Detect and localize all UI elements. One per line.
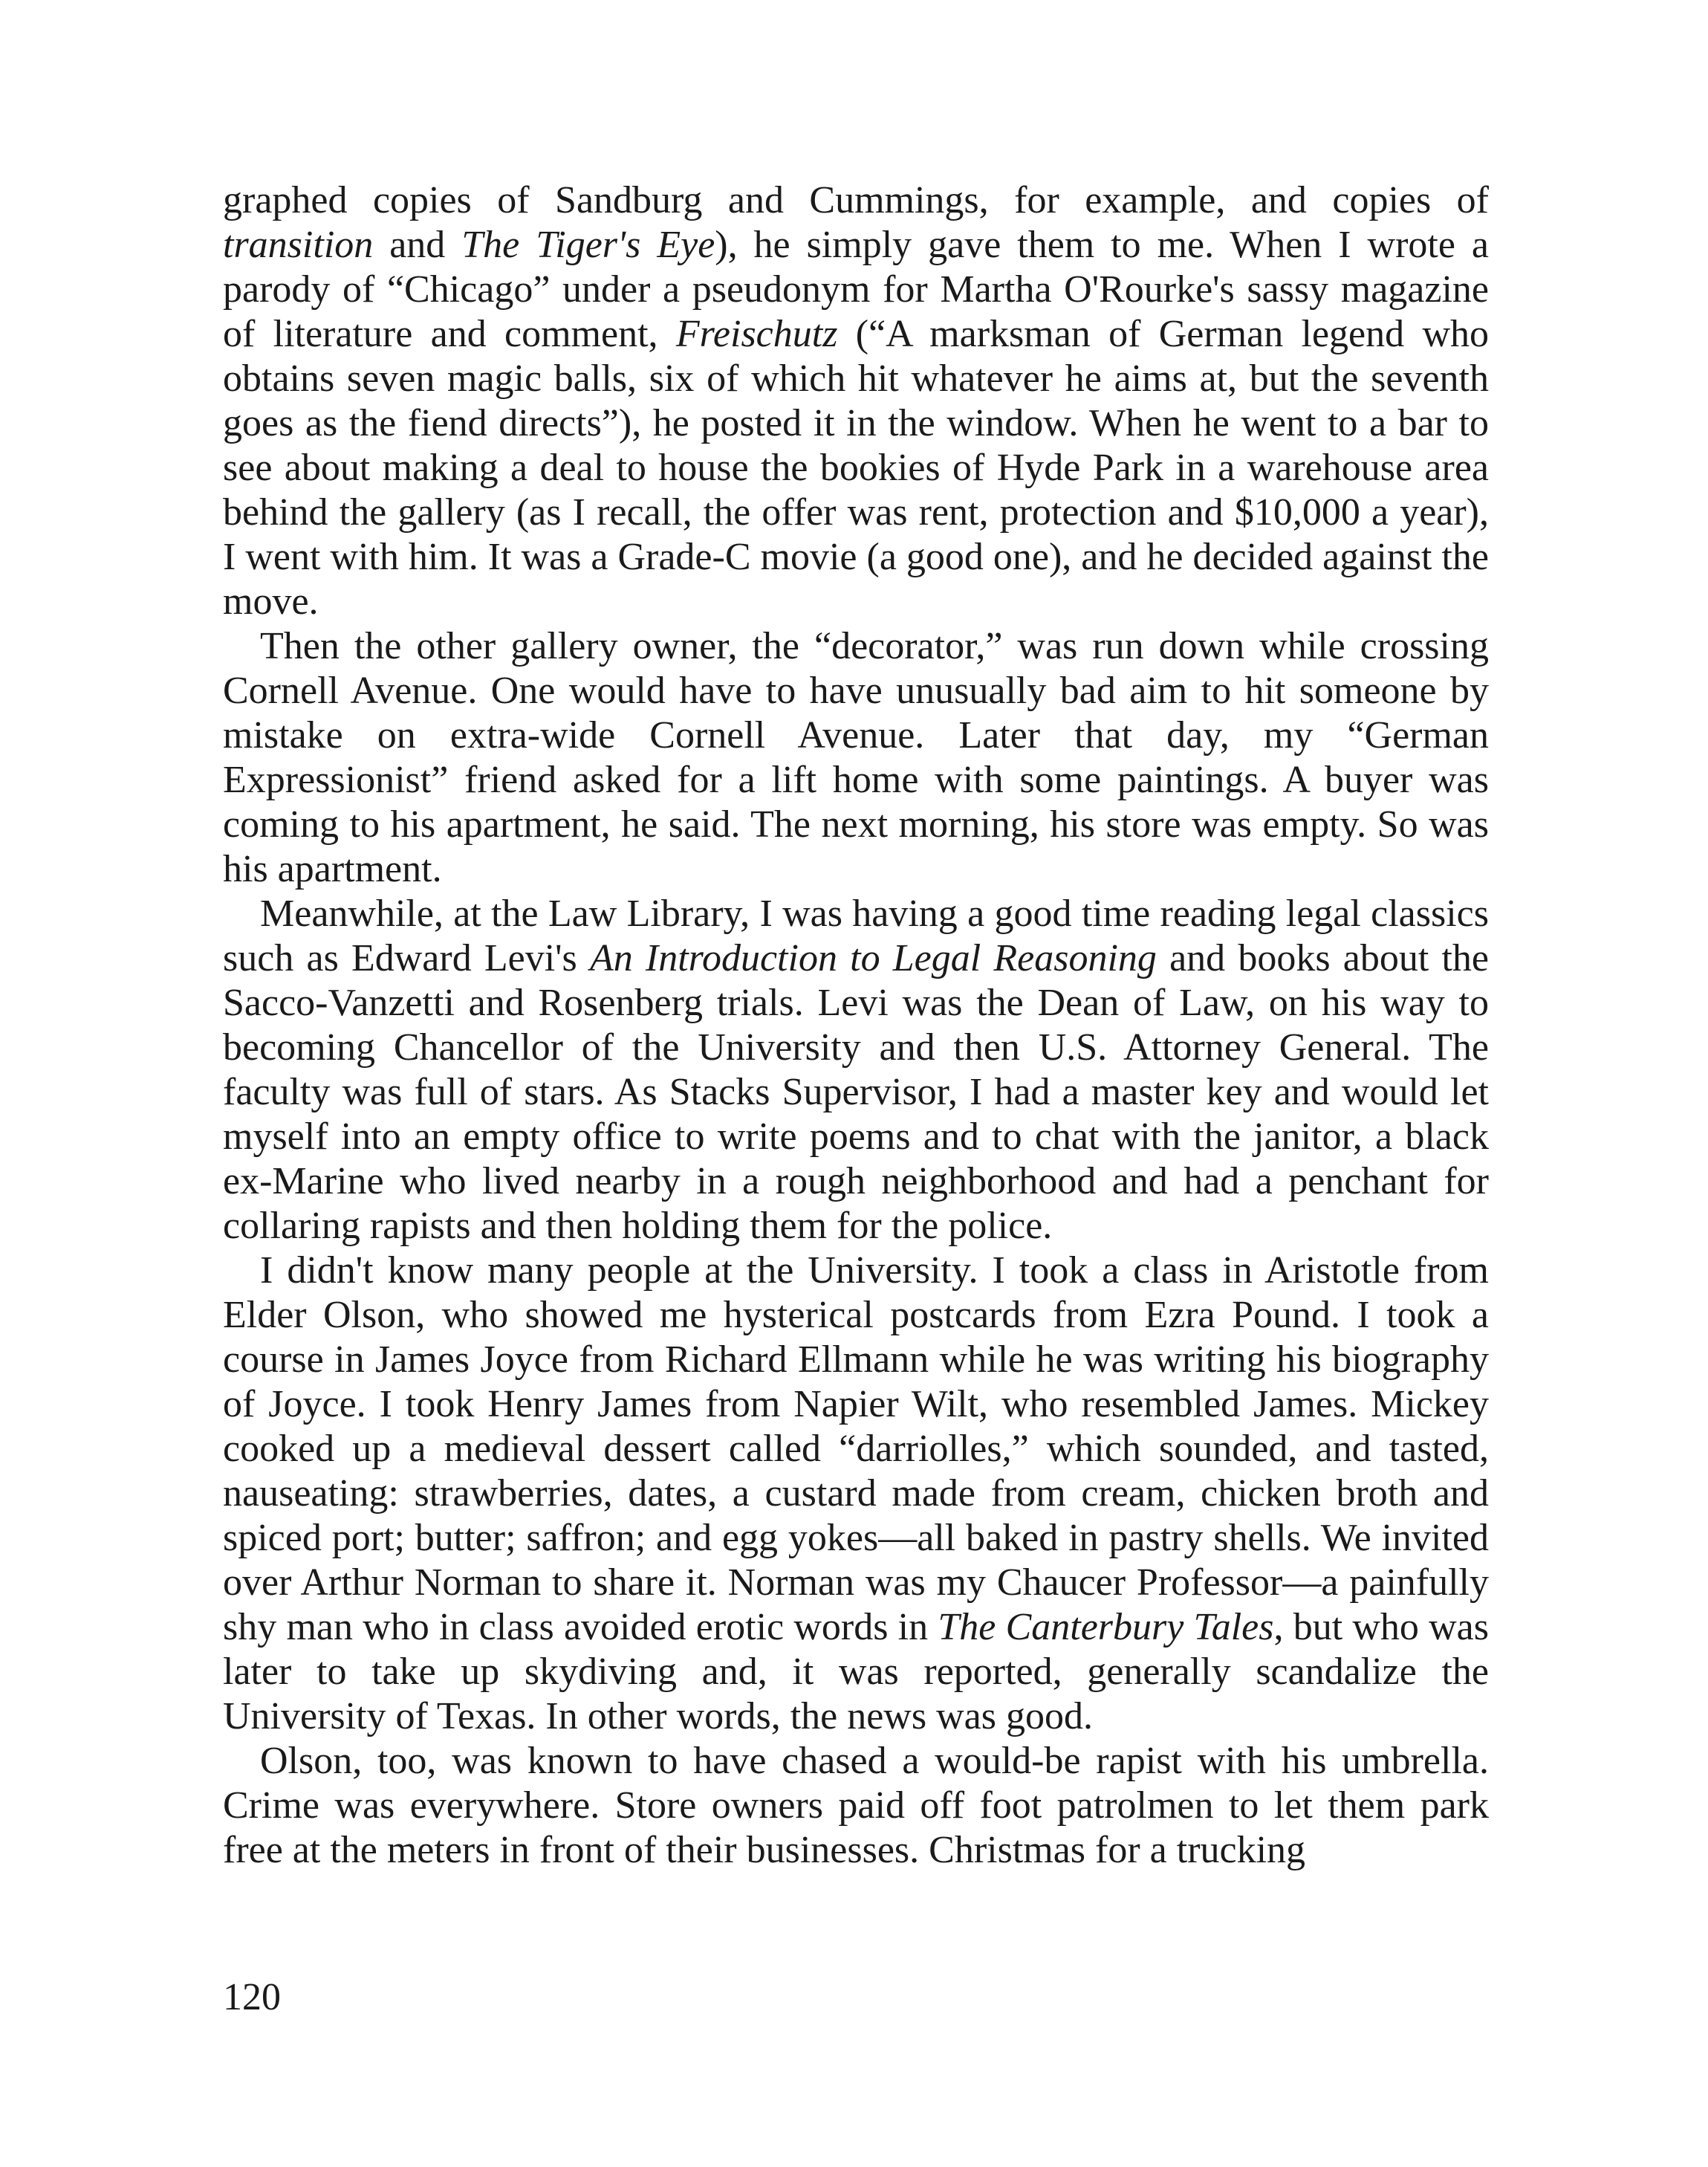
text-run: graphed copies of Sandburg and Cummings, for example, and copies of xyxy=(223,179,1489,221)
paragraph xyxy=(223,1248,1489,1739)
text-run: and books about the Sacco-Vanzetti and Rosenberg trials. Levi was the Dean of Law, on his way to becoming Chancellor of the University and then U.S. Attorney General. The faculty was full of stars. As Stacks Supervisor, I had a master key and would let myself into an empty office to write poems and to chat with the janitor, a black ex-Marine who lived nearby in a rough neighborhood and had a penchant for collaring rapists and then holding them for the police. xyxy=(223,937,1490,1247)
italic-title: Freischutz xyxy=(675,313,838,355)
italic-title: An Introduction to Legal Reasoning xyxy=(589,937,1157,979)
paragraph xyxy=(223,1739,1489,1873)
italic-title: The Canterbury Tales xyxy=(938,1606,1274,1648)
paragraph xyxy=(223,892,1489,1248)
paragraph xyxy=(223,178,1489,624)
text-run: (“A marksman of German legend who obtains seven magic balls, six of which hit whatever he aims at, but the seventh goes as the fiend directs”), he posted it in the window. When he went to a bar to see about making a deal to house the bookies of Hyde Park in a warehouse area behind the gallery (as I recall, the offer was rent, protection and $10,000 a year), I went with him. It was a Grade-C movie (a good one), and he decided against the move. xyxy=(223,313,1490,623)
paragraph xyxy=(223,624,1489,892)
page-body xyxy=(223,178,1489,1873)
text-run: and xyxy=(373,224,462,266)
text-run: Meanwhile, at the Law Library, I was having a good time reading legal classics such as Edward Levi's xyxy=(223,893,1489,979)
text-run: I didn't know many people at the University. I took a class in Aristotle from Elder Olson, who showed me hysterical postcards from Ezra Pound. I took a course in James Joyce from Richard Ellmann while he was writing his biography of Joyce. I took Henry James from Napier Wilt, who resembled James. Mickey cooked up a medieval dessert called “darriolles,” which sounded, and tasted, nauseating: strawberries, dates, a custard made from cream, chicken broth and spiced port; butter; saffron; and egg yokes—all baked in pastry shells. We invited over Arthur Norman to share it. Norman was my Chaucer Professor—a painfully shy man who in class avoided erotic words in xyxy=(223,1249,1489,1648)
italic-title: The Tiger's Eye xyxy=(461,224,715,266)
text-run: Then the other gallery owner, the “decorator,” was run down while crossing Cornell Avenue. One would have to have unusually bad aim to hit someone by mistake on extra-wide Cornell Avenue. Later that day, my “German Expressionist” friend asked for a lift home with some paintings. A buyer was coming to his apartment, he said. The next morning, his store was empty. So was his apartment. xyxy=(223,625,1489,890)
italic-title: transition xyxy=(223,224,374,266)
text-run: ), he simply gave them to me. When I wrote a parody of “Chicago” under a pseudonym for Martha O'Rourke's sassy magazine of literature and comment, xyxy=(223,224,1489,355)
text-run: Olson, too, was known to have chased a would-be rapist with his umbrella. Crime was everywhere. Store owners paid off foot patrolmen to let them park free at the meters in front of their businesses. Christmas for a trucking xyxy=(223,1740,1489,1871)
text-run: , but who was later to take up skydiving and, it was reported, generally scandalize the University of Texas. In other words, the news was good. xyxy=(223,1606,1489,1737)
page-number: 120 xyxy=(223,1976,281,2018)
